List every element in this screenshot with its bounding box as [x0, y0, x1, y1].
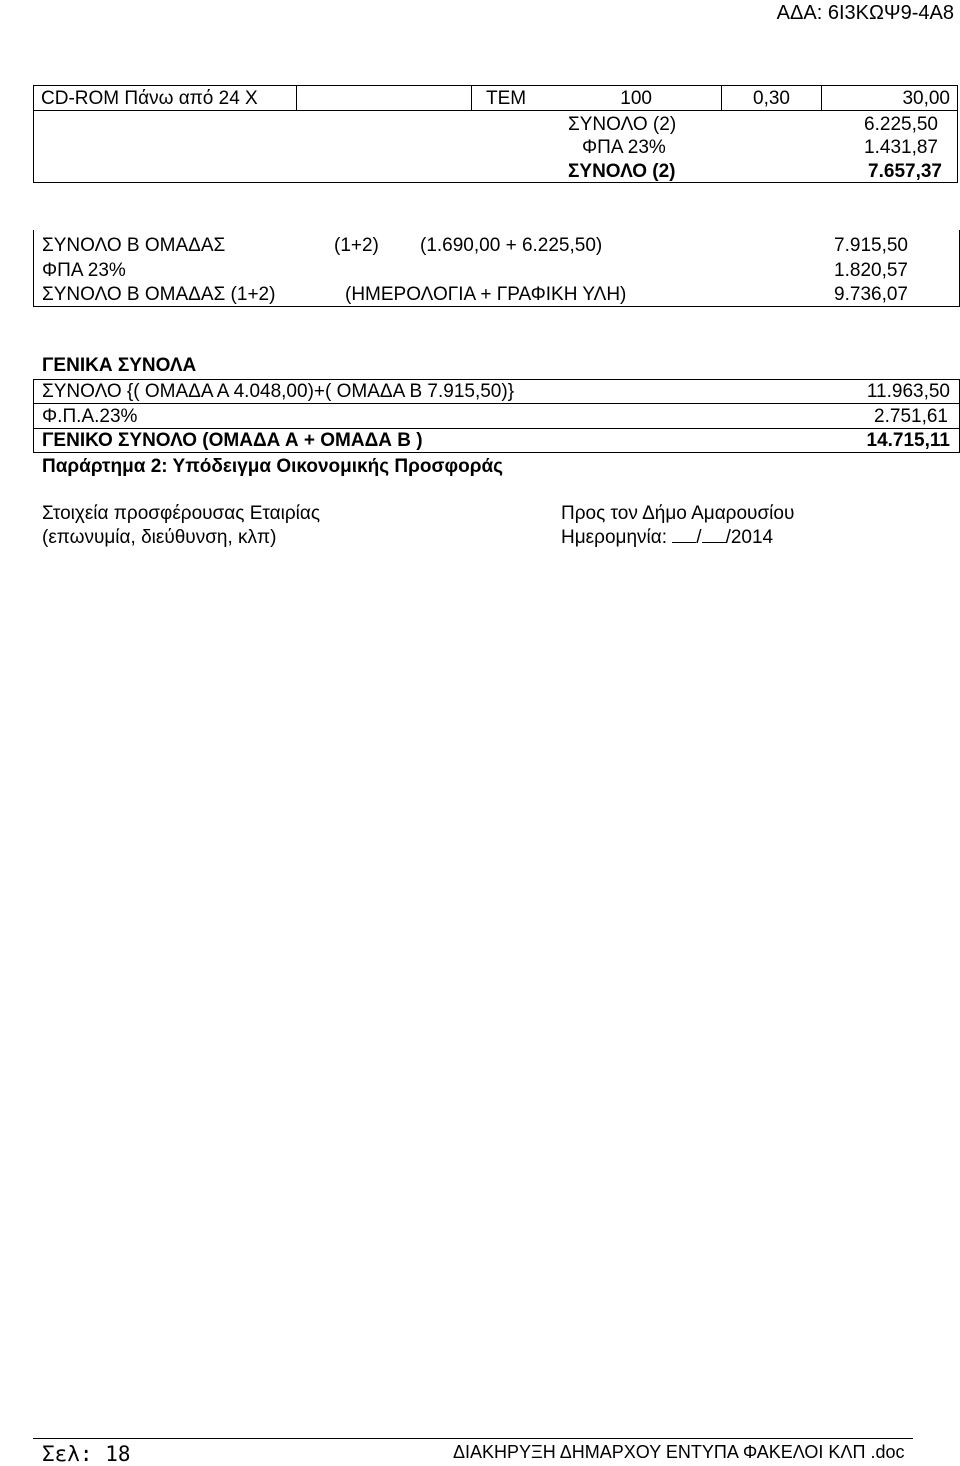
- date-day-blank: [672, 528, 696, 543]
- group-b-total-value: 9.736,07: [834, 284, 908, 305]
- annex-title: Παράρτημα 2: Υπόδειγμα Οικονομικής Προσφοράς: [42, 456, 504, 477]
- items-subtotal-value: 6.225,50: [864, 114, 938, 135]
- item-unit-price: 0,30: [753, 88, 790, 109]
- date-line: [561, 528, 773, 547]
- date-year: /2014: [725, 527, 774, 548]
- recipient-label: Προς τον Δήμο Αμαρουσίου: [561, 503, 795, 524]
- general-totals-heading: ΓΕΝΙΚΑ ΣΥΝΟΛΑ: [42, 355, 197, 376]
- general-vat-value: 2.751,61: [874, 406, 948, 427]
- item-description: CD-ROM Πάνω από 24 Χ: [41, 88, 258, 109]
- item-unit: ΤΕΜ: [486, 88, 527, 109]
- items-total-label: ΣΥΝΟΛΟ (2): [568, 161, 676, 182]
- general-sum-value: 11.963,50: [866, 381, 950, 402]
- group-b-total-desc: (ΗΜΕΡΟΛΟΓΙΑ + ΓΡΑΦΙΚΗ ΥΛΗ): [345, 284, 627, 305]
- general-total-value: 14.715,11: [866, 430, 950, 451]
- group-b-sum-parts: (1+2): [334, 235, 379, 256]
- date-month-blank: [702, 528, 726, 543]
- bidder-details-label: Στοιχεία προσφέρουσας Εταιρίας: [42, 503, 320, 524]
- items-total-value: 7.657,37: [868, 161, 942, 182]
- items-vat-value: 1.431,87: [864, 137, 938, 158]
- general-sum-label: ΣΥΝΟΛΟ {( ΟΜΑΔΑ Α 4.048,00)+( ΟΜΑΔΑ Β 7.915,50)}: [42, 381, 515, 402]
- footer-rule: [33, 1438, 913, 1439]
- group-b-vat-value: 1.820,57: [834, 260, 908, 281]
- group-b-sum-value: 7.915,50: [834, 235, 908, 256]
- group-b-total-label: ΣΥΝΟΛΟ Β ΟΜΑΔΑΣ (1+2): [42, 284, 276, 305]
- items-vat-label: ΦΠΑ 23%: [582, 137, 666, 158]
- group-b-sum-formula: (1.690,00 + 6.225,50): [420, 235, 603, 256]
- date-label: Ημερομηνία:: [561, 527, 668, 548]
- date-separator: /: [696, 527, 702, 548]
- group-b-vat-label: ΦΠΑ 23%: [42, 260, 126, 281]
- general-total-label: ΓΕΝΙΚΟ ΣΥΝΟΛΟ (ΟΜΑΔΑ Α + ΟΜΑΔΑ Β ): [42, 430, 423, 451]
- item-quantity: 100: [620, 88, 652, 109]
- group-b-sum-label: ΣΥΝΟΛΟ Β ΟΜΑΔΑΣ: [42, 235, 226, 256]
- ada-code: ΑΔΑ: 6Ι3ΚΩΨ9-4Α8: [776, 2, 954, 24]
- page-number: Σελ: 18: [42, 1442, 131, 1466]
- bidder-details-hint: (επωνυμία, διεύθυνση, κλπ): [42, 527, 277, 548]
- item-total: 30,00: [902, 88, 950, 109]
- document-filename: ΔΙΑΚΗΡΥΞΗ ΔΗΜΑΡΧΟΥ ΕΝΤΥΠΑ ΦΑΚΕΛΟΙ ΚΛΠ .doc: [453, 1442, 905, 1462]
- general-vat-label: Φ.Π.Α.23%: [42, 406, 138, 427]
- items-subtotal-label: ΣΥΝΟΛΟ (2): [568, 114, 677, 135]
